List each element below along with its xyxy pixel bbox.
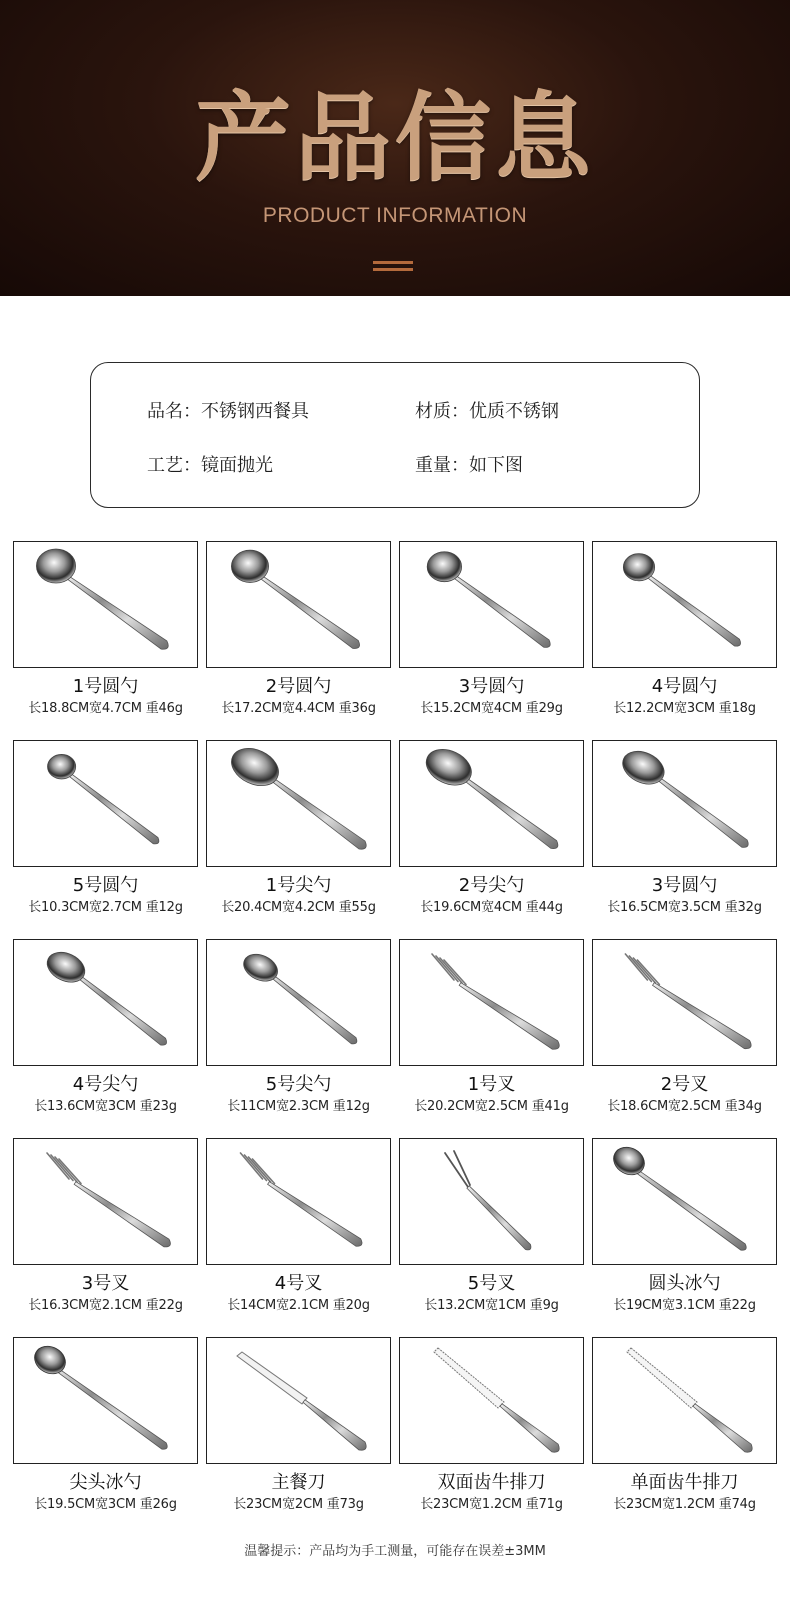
title-divider: [373, 261, 413, 275]
product-photo: [592, 1138, 777, 1265]
product-card: [13, 740, 198, 926]
pointed-spoon-icon: [593, 741, 776, 866]
product-spec: 长10.3CM宽2.7CM 重12g: [28, 900, 183, 915]
round-spoon-icon: [593, 542, 776, 667]
product-card: [399, 1138, 584, 1324]
pointed-spoon-icon: [400, 741, 583, 866]
product-photo: [13, 1337, 198, 1464]
product-card: [592, 740, 777, 926]
product-card: [206, 1337, 391, 1523]
product-spec: 长14CM宽2.1CM 重20g: [227, 1298, 370, 1313]
info-material: [415, 397, 559, 423]
product-photo: [206, 1337, 391, 1464]
info-craft-label: 工艺：: [147, 455, 201, 476]
product-name: 4号圆勺: [651, 676, 718, 697]
product-name: 尖头冰勺: [69, 1472, 142, 1493]
product-name: 1号尖勺: [265, 875, 332, 896]
ice-spoon-icon: [14, 1338, 197, 1463]
product-card: [206, 1138, 391, 1324]
product-name: 2号叉: [660, 1074, 709, 1095]
product-card: [13, 541, 198, 727]
steak-knife-icon: [400, 1338, 583, 1463]
product-photo: [592, 1337, 777, 1464]
product-name: 单面齿牛排刀: [630, 1472, 739, 1493]
product-info-box: [90, 362, 700, 508]
product-spec: 长23CM宽1.2CM 重71g: [420, 1497, 563, 1512]
info-weight-value: 如下图: [469, 455, 523, 476]
info-name: [147, 397, 309, 423]
product-name: 5号圆勺: [72, 875, 139, 896]
product-spec: 长20.2CM宽2.5CM 重41g: [414, 1099, 569, 1114]
page-title: 产品信息: [195, 82, 595, 194]
product-photo: [13, 939, 198, 1066]
product-photo: [206, 939, 391, 1066]
product-card: [399, 541, 584, 727]
product-spec: 长16.3CM宽2.1CM 重22g: [28, 1298, 183, 1313]
info-name-label: 品名：: [147, 401, 201, 422]
product-name: 1号圆勺: [72, 676, 139, 697]
ice-spoon-icon: [593, 1139, 776, 1264]
product-card: [206, 541, 391, 727]
fork-icon: [207, 1139, 390, 1264]
product-spec: 长19.6CM宽4CM 重44g: [420, 900, 563, 915]
product-card: [206, 740, 391, 926]
product-photo: [13, 541, 198, 668]
product-name: 3号叉: [81, 1273, 130, 1294]
fork-icon: [14, 1139, 197, 1264]
info-name-value: 不锈钢西餐具: [201, 401, 309, 422]
product-photo: [399, 740, 584, 867]
product-spec: 长13.6CM宽3CM 重23g: [34, 1099, 177, 1114]
steak-knife-icon: [593, 1338, 776, 1463]
info-weight: [415, 451, 523, 477]
product-name: 圆头冰勺: [648, 1273, 721, 1294]
product-name: 3号圆勺: [651, 875, 718, 896]
product-name: 5号尖勺: [265, 1074, 332, 1095]
product-card: [592, 1337, 777, 1523]
product-photo: [206, 541, 391, 668]
product-card: [592, 1138, 777, 1324]
pointed-spoon-icon: [14, 940, 197, 1065]
product-photo: [399, 939, 584, 1066]
page-subtitle: PRODUCT INFORMATION: [262, 204, 528, 227]
product-spec: 长23CM宽2CM 重73g: [233, 1497, 364, 1512]
product-photo: [13, 1138, 198, 1265]
round-spoon-icon: [14, 542, 197, 667]
product-spec: 长20.4CM宽4.2CM 重55g: [221, 900, 376, 915]
product-card: [399, 939, 584, 1125]
info-craft: [147, 451, 273, 477]
product-spec: 长13.2CM宽1CM 重9g: [424, 1298, 559, 1313]
fork-icon: [400, 940, 583, 1065]
pointed-spoon-icon: [207, 940, 390, 1065]
product-spec: 长15.2CM宽4CM 重29g: [420, 701, 563, 716]
product-name: 5号叉: [467, 1273, 516, 1294]
info-weight-label: 重量：: [415, 455, 469, 476]
product-card: [206, 939, 391, 1125]
product-photo: [206, 740, 391, 867]
product-photo: [13, 740, 198, 867]
product-card: [399, 1337, 584, 1523]
info-craft-value: 镜面抛光: [201, 455, 273, 476]
product-photo: [592, 740, 777, 867]
fruit-fork-icon: [400, 1139, 583, 1264]
header-banner: [0, 0, 790, 296]
knife-icon: [207, 1338, 390, 1463]
product-name: 4号尖勺: [72, 1074, 139, 1095]
product-name: 2号圆勺: [265, 676, 332, 697]
product-photo: [399, 1138, 584, 1265]
product-photo: [399, 541, 584, 668]
round-spoon-icon: [14, 741, 197, 866]
product-name: 1号叉: [467, 1074, 516, 1095]
product-card: [399, 740, 584, 926]
fork-icon: [593, 940, 776, 1065]
product-spec: 长12.2CM宽3CM 重18g: [613, 701, 756, 716]
product-spec: 长16.5CM宽3.5CM 重32g: [607, 900, 762, 915]
pointed-spoon-icon: [207, 741, 390, 866]
product-spec: 长17.2CM宽4.4CM 重36g: [221, 701, 376, 716]
product-spec: 长23CM宽1.2CM 重74g: [613, 1497, 756, 1512]
product-photo: [399, 1337, 584, 1464]
product-card: [13, 1337, 198, 1523]
product-name: 3号圆勺: [458, 676, 525, 697]
product-card: [13, 939, 198, 1125]
product-spec: 长11CM宽2.3CM 重12g: [227, 1099, 370, 1114]
product-spec: 长18.6CM宽2.5CM 重34g: [607, 1099, 762, 1114]
product-name: 主餐刀: [271, 1472, 326, 1493]
product-card: [13, 1138, 198, 1324]
round-spoon-icon: [400, 542, 583, 667]
info-material-label: 材质：: [415, 401, 469, 422]
round-spoon-icon: [207, 542, 390, 667]
product-spec: 长18.8CM宽4.7CM 重46g: [28, 701, 183, 716]
product-card: [592, 939, 777, 1125]
product-card: [592, 541, 777, 727]
product-photo: [592, 939, 777, 1066]
product-spec: 长19.5CM宽3CM 重26g: [34, 1497, 177, 1512]
product-name: 2号尖勺: [458, 875, 525, 896]
product-name: 双面齿牛排刀: [437, 1472, 546, 1493]
product-photo: [592, 541, 777, 668]
product-spec: 长19CM宽3.1CM 重22g: [613, 1298, 756, 1313]
footer-note: 温馨提示：产品均为手工测量，可能存在误差±3MM: [244, 1544, 546, 1559]
info-material-value: 优质不锈钢: [469, 401, 559, 422]
product-photo: [206, 1138, 391, 1265]
product-name: 4号叉: [274, 1273, 323, 1294]
